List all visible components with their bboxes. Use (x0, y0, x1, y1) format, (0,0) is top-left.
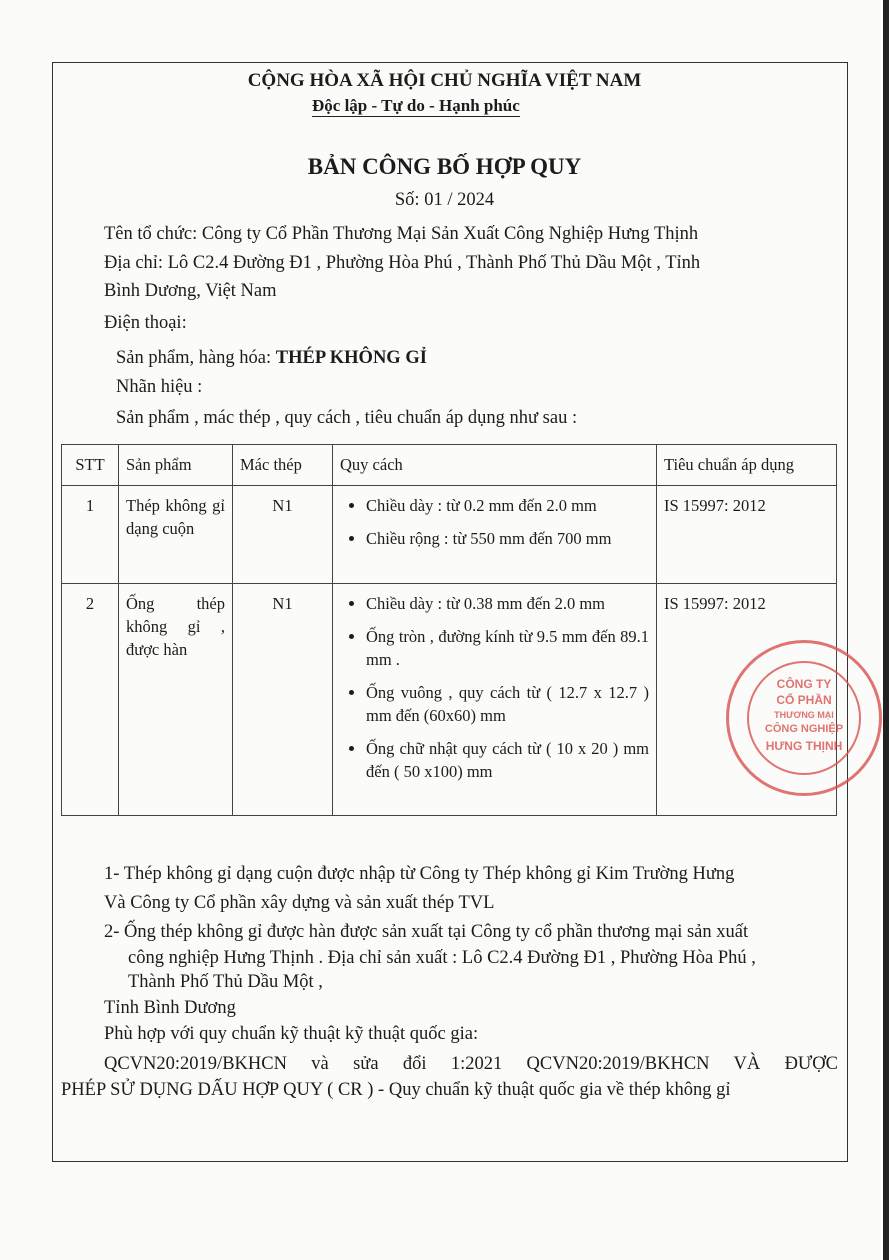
seal-line: CỔ PHẦN (776, 693, 832, 707)
header-specs: Quy cách (333, 445, 657, 486)
note-1b: Và Công ty Cổ phần xây dựng và sản xuất thép TVL (104, 893, 495, 913)
product-label: Sản phẩm, hàng hóa: (116, 348, 276, 368)
brand-label: Nhãn hiệu : (116, 377, 203, 397)
cell-specs (333, 486, 657, 584)
table-header-row (62, 445, 837, 486)
spec-item: • Chiều rộng : từ 550 mm đến 700 mm (366, 527, 649, 550)
cell-grade: N1 (233, 486, 333, 584)
spec-item: • Ống tròn , đường kính từ 9.5 mm đến 89.1 mm . (366, 625, 649, 671)
province: Tỉnh Bình Dương (104, 998, 236, 1018)
qcvn-line-1: QCVN20:2019/BKHCN và sửa đổi 1:2021 QCVN20:2019/BKHCN VÀ ĐƯỢC (104, 1054, 838, 1074)
qcvn-line-2: PHÉP SỬ DỤNG DẤU HỢP QUY ( CR ) - Quy chuẩn kỹ thuật quốc gia về thép không gỉ (61, 1080, 731, 1100)
document-title: BẢN CÔNG BỐ HỢP QUY (307, 154, 582, 179)
cell-grade: N1 (233, 584, 333, 816)
note-1a: 1- Thép không gỉ dạng cuộn được nhập từ Công ty Thép không gỉ Kim Trường Hưng (104, 864, 735, 884)
country-heading: CỘNG HÒA XÃ HỘI CHỦ NGHĨA VIỆT NAM (247, 70, 642, 91)
company-seal (726, 640, 882, 796)
header-product: Sản phẩm (119, 445, 233, 486)
note-2a: 2- Ống thép không gỉ được hàn được sản xuất tại Công ty cổ phần thương mại sản xuất (104, 922, 749, 942)
product-line (116, 348, 427, 369)
spec-item: • Ống vuông , quy cách từ ( 12.7 x 12.7 ) mm đến (60x60) mm (366, 681, 649, 727)
cell-stt: 2 (62, 584, 119, 816)
motto: Độc lập - Tự do - Hạnh phúc (312, 96, 520, 115)
seal-line: CÔNG TY (776, 677, 832, 691)
table-intro: Sản phẩm , mác thép , quy cách , tiêu chuẩn áp dụng như sau : (116, 408, 578, 428)
address-line-1: Địa chỉ: Lô C2.4 Đường Đ1 , Phường Hòa Phú , Thành Phố Thủ Dầu Một , Tỉnh (104, 253, 701, 273)
spec-item: • Ống chữ nhật quy cách từ ( 10 x 20 ) mm đến ( 50 x100) mm (366, 737, 649, 783)
cell-product: Ống thép không gỉ , được hàn (119, 584, 233, 816)
cell-standard: IS 15997: 2012 (657, 486, 837, 584)
spec-item: • Chiều dày : từ 0.38 mm đến 2.0 mm (366, 592, 649, 615)
cell-product: Thép không gỉ dạng cuộn (119, 486, 233, 584)
spec-item: • Chiều dày : từ 0.2 mm đến 2.0 mm (366, 494, 649, 517)
phone-label: Điện thoại: (104, 313, 187, 333)
seal-line: HƯNG THỊNH (765, 739, 843, 753)
note-2b: công nghiệp Hưng Thịnh . Địa chỉ sản xuất : Lô C2.4 Đường Đ1 , Phường Hòa Phú , (128, 948, 756, 968)
cell-standard: IS 15997: 2012 (657, 584, 837, 816)
header-stt: STT (62, 445, 119, 486)
seal-line: THƯƠNG MẠI (774, 710, 834, 720)
product-value: THÉP KHÔNG GỈ (275, 348, 427, 368)
table-row (62, 584, 837, 816)
note-2c: Thành Phố Thủ Dầu Một , (128, 972, 323, 992)
conformity-statement: Phù hợp với quy chuẩn kỹ thuật kỹ thuật quốc gia: (104, 1024, 479, 1044)
table-row (62, 486, 837, 584)
scan-edge (883, 0, 889, 1260)
header-standard: Tiêu chuẩn áp dụng (657, 445, 837, 486)
product-table (61, 444, 837, 816)
seal-line: CÔNG NGHIỆP (764, 723, 844, 735)
cell-stt: 1 (62, 486, 119, 584)
cell-specs (333, 584, 657, 816)
address-line-2: Bình Dương, Việt Nam (104, 281, 277, 301)
organization-name: Tên tổ chức: Công ty Cổ Phần Thương Mại Sản Xuất Công Nghiệp Hưng Thịnh (104, 224, 699, 244)
document-number: Số: 01 / 2024 (394, 190, 495, 210)
header-grade: Mác thép (233, 445, 333, 486)
